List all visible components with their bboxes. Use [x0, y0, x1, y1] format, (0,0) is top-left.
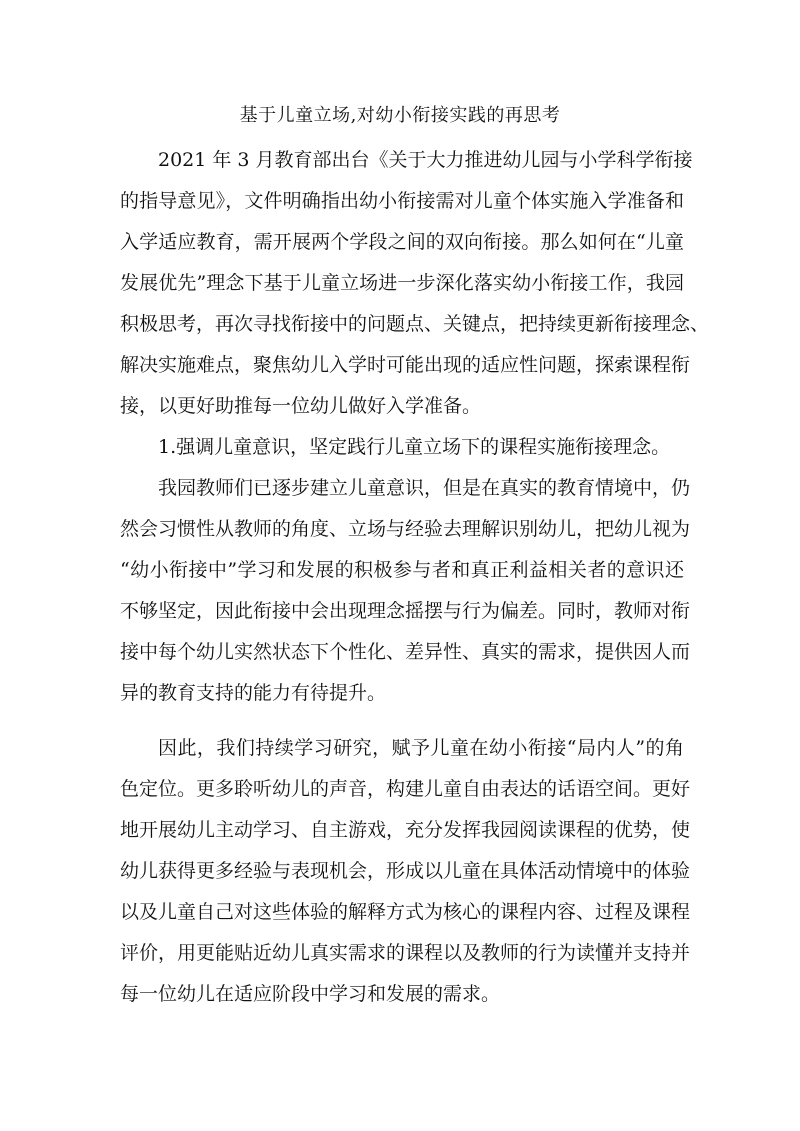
- paragraph-4-line-3: 地开展幼儿主动学习、自主游戏，充分发挥我园阅读课程的优势，使: [120, 819, 691, 841]
- paragraph-3-line-2: 然会习惯性从教师的角度、立场与经验去理解识别幼儿，把幼儿视为: [120, 518, 691, 540]
- paragraph-1-line-1: 2021 年 3 月教育部出台《关于大力推进幼儿园与小学科学衔接: [158, 149, 693, 171]
- paragraph-4-line-6: 评价，用更能贴近幼儿真实需求的课程以及教师的行为读懂并支持并: [120, 942, 691, 964]
- paragraph-1-line-3: 入学适应教育，需开展两个学段之间的双向衔接。那么如何在“儿童: [120, 231, 684, 253]
- paragraph-4-line-2: 色定位。更多聆听幼儿的声音，构建儿童自由表达的话语空间。更好: [120, 778, 691, 800]
- paragraph-1-line-6: 解决实施难点，聚焦幼儿入学时可能出现的适应性问题，探索课程衔: [120, 354, 691, 376]
- paragraph-4-line-4: 幼儿获得更多经验与表现机会，形成以儿童在具体活动情境中的体验: [120, 860, 691, 882]
- paragraph-3-line-6: 异的教育支持的能力有待提升。: [120, 682, 387, 704]
- paragraph-1-line-4: 发展优先”理念下基于儿童立场进一步深化落实幼小衔接工作，我园: [120, 272, 684, 294]
- paragraph-3-line-4: 不够坚定，因此衔接中会出现理念摇摆与行为偏差。同时，教师对衔: [120, 600, 691, 622]
- paragraph-3-line-3: “幼小衔接中”学习和发展的积极参与者和真正利益相关者的意识还: [120, 559, 684, 581]
- paragraph-1-line-7: 接，以更好助推每一位幼儿做好入学准备。: [120, 395, 482, 417]
- paragraph-3-line-1: 我园教师们已逐步建立儿童意识，但是在真实的教育情境中，仍: [158, 477, 691, 499]
- section-heading-1: 1.强调儿童意识，坚定践行儿童立场下的课程实施衔接理念。: [158, 436, 671, 458]
- paragraph-3-line-5: 接中每个幼儿实然状态下个性化、差异性、真实的需求，提供因人而: [120, 641, 691, 663]
- paragraph-4-line-5: 以及儿童自己对这些体验的解释方式为核心的课程内容、过程及课程: [120, 901, 691, 923]
- paragraph-1-line-5: 积极思考，再次寻找衔接中的问题点、关键点，把持续更新衔接理念、: [120, 313, 710, 335]
- paragraph-1-line-2: 的指导意见》，文件明确指出幼小衔接需对儿童个体实施入学准备和: [120, 190, 684, 212]
- paragraph-4-line-1: 因此，我们持续学习研究，赋予儿童在幼小衔接“局内人”的角: [158, 737, 684, 759]
- paragraph-4-line-7: 每一位幼儿在适应阶段中学习和发展的需求。: [120, 983, 501, 1005]
- page-title: 基于儿童立场,对幼小衔接实践的再思考: [239, 105, 561, 126]
